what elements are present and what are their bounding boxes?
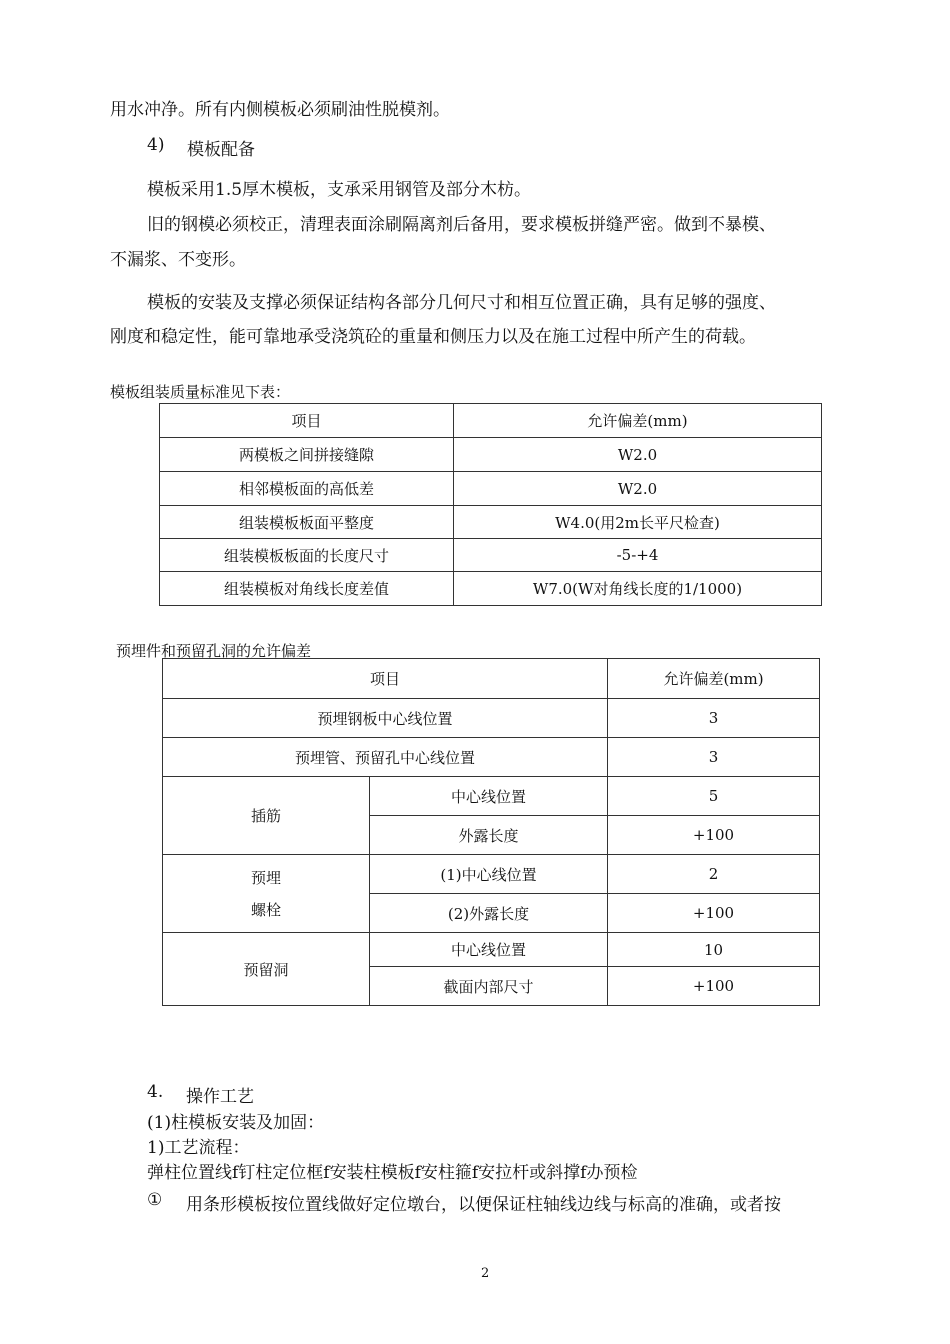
table-cell: W7.0(W对角线长度的1/1000) [454,572,822,606]
table-group-label-line: 螺栓 [250,900,281,919]
table-row [163,699,820,738]
table-cell: (1)中心线位置 [370,855,608,894]
table-row [163,933,820,967]
subsection-heading: (1)柱模板安装及加固： [147,1113,325,1133]
table-cell: 组装模板板面平整度 [160,506,454,539]
section-title: 操作工艺 [186,1087,254,1107]
table-cell: 两模板之间拼接缝隙 [160,438,454,472]
table-cell: (2)外露长度 [370,894,608,933]
table-row [160,438,822,472]
table-row [163,855,820,894]
subheading-number: 4) [147,135,165,155]
table-row [163,777,820,816]
table-row [163,738,820,777]
table-cell: 外露长度 [370,816,608,855]
section-number: 4. [147,1082,164,1102]
list-item: 用条形模板按位置线做好定位墩台，以便保证柱轴线边线与标高的准确，或者按 [186,1195,781,1215]
table-row [160,539,822,572]
subheading-title: 模板配备 [187,140,255,160]
process-flow: 弹柱位置线f钉柱定位框f安装柱模板f安柱箍f安拉杆或斜撑f办预检 [147,1163,638,1183]
table-row [160,506,822,539]
table-header-row [160,404,822,438]
paragraph: 模板采用1.5厚木模板，支承采用钢管及部分木枋。 [147,180,532,200]
table-group-label: 预留洞 [163,933,370,1006]
table-cell: -5-+4 [454,539,822,572]
table-cell: W4.0(用2m长平尺检查) [454,506,822,539]
table-cell: +100 [608,967,820,1006]
subsection-heading: 1)工艺流程： [147,1138,250,1158]
table-row [160,572,822,606]
table-group-label [163,855,370,933]
table-cell: 3 [608,699,820,738]
table-header-row [163,659,820,699]
table-group-label: 插筋 [163,777,370,855]
table-cell: 中心线位置 [370,933,608,967]
paragraph: 旧的钢模必须校正，清理表面涂刷隔离剂后备用，要求模板拼缝严密。做到不暴模、 [147,215,776,235]
table2 [162,658,820,1006]
table-header-cell: 允许偏差(mm) [608,659,820,699]
table1-caption: 模板组装质量标准见下表： [110,383,291,401]
table-cell: 预埋管、预留孔中心线位置 [163,738,608,777]
table2-caption: 预埋件和预留孔洞的允许偏差 [116,642,312,660]
table-row [160,472,822,506]
table-cell: 中心线位置 [370,777,608,816]
table-cell: +100 [608,816,820,855]
table-cell: 截面内部尺寸 [370,967,608,1006]
paragraph: 用水冲净。所有内侧模板必须刷油性脱模剂。 [110,100,450,120]
table-group-label-line: 预埋 [250,868,281,887]
table-header-cell: 项目 [160,404,454,438]
table-cell: W2.0 [454,472,822,506]
paragraph: 不漏浆、不变形。 [110,250,246,270]
table-header-cell: 项目 [163,659,608,699]
paragraph: 模板的安装及支撑必须保证结构各部分几何尺寸和相互位置正确，具有足够的强度、 [147,293,776,313]
table-cell: 3 [608,738,820,777]
table-cell: 预埋钢板中心线位置 [163,699,608,738]
paragraph: 刚度和稳定性，能可靠地承受浇筑砼的重量和侧压力以及在施工过程中所产生的荷载。 [110,327,756,347]
table-cell: 相邻模板面的高低差 [160,472,454,506]
table1 [159,403,822,606]
table-cell: 组装模板对角线长度差值 [160,572,454,606]
table-header-cell: 允许偏差(mm) [454,404,822,438]
table-cell: 5 [608,777,820,816]
table-cell: 10 [608,933,820,967]
table-cell: +100 [608,894,820,933]
table-cell: 2 [608,855,820,894]
page-number: 2 [481,1266,490,1281]
table-cell: 组装模板板面的长度尺寸 [160,539,454,572]
table-cell: W2.0 [454,438,822,472]
list-marker: ① [147,1190,163,1210]
